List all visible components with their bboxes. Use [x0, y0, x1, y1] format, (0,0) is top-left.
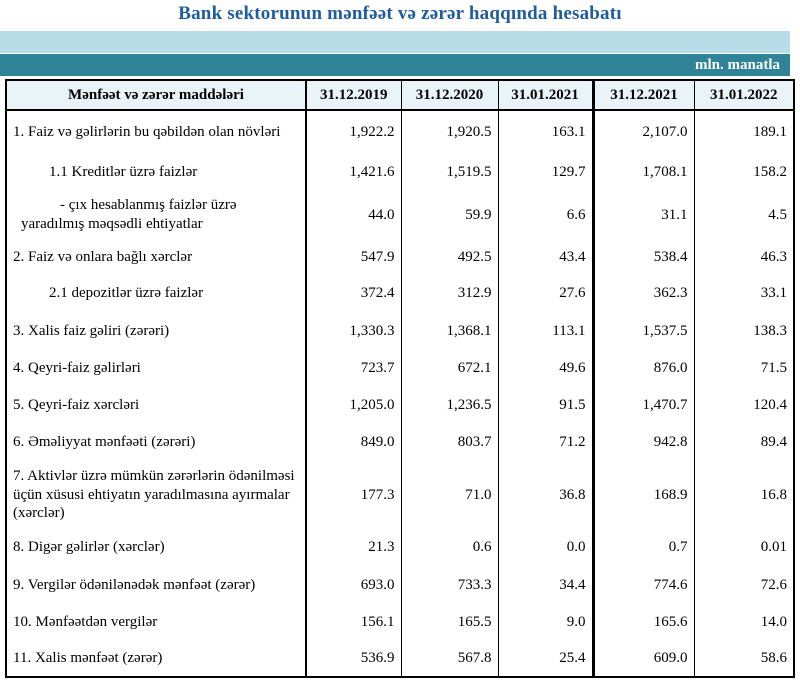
- column-header-date-4: 31.12.2021: [593, 80, 694, 110]
- cell-value: 0.6: [401, 529, 498, 566]
- column-header-items: Mənfəət və zərər maddələri: [6, 80, 306, 110]
- cell-value: 158.2: [694, 154, 794, 191]
- row-label: 11. Xalis mənfəət (zərər): [13, 650, 163, 667]
- cell-value: 59.9: [401, 191, 498, 239]
- cell-value: 536.9: [306, 641, 401, 677]
- cell-value: 567.8: [401, 641, 498, 677]
- table-row: [6, 312, 794, 350]
- table-header-row: [6, 80, 794, 110]
- cell-value: 33.1: [694, 275, 794, 312]
- cell-value: 165.6: [593, 604, 694, 641]
- table-body: [6, 110, 794, 677]
- cell-value: 0.7: [593, 529, 694, 566]
- row-label: - çıx hesablanmış faizlər üzrə yaradılmış məqsədli ehtiyatlar: [21, 197, 237, 232]
- table-row: [6, 604, 794, 641]
- cell-value: 163.1: [498, 110, 593, 154]
- cell-value: 2,107.0: [593, 110, 694, 154]
- cell-value: 609.0: [593, 641, 694, 677]
- cell-value: 4.5: [694, 191, 794, 239]
- cell-value: 849.0: [306, 424, 401, 461]
- row-label: 3. Xalis faiz gəliri (zərəri): [13, 322, 170, 339]
- table-row: [6, 529, 794, 566]
- row-label: 4. Qeyri-faiz gəlirləri: [13, 360, 141, 377]
- table-row: [6, 566, 794, 604]
- column-header-date-5: 31.01.2022: [694, 80, 794, 110]
- table-row: [6, 239, 794, 275]
- unit-label: mln. manatla: [694, 57, 780, 73]
- cell-value: 1,470.7: [593, 387, 694, 424]
- cell-value: 0.01: [694, 529, 794, 566]
- table-row: [6, 110, 794, 154]
- cell-value: 189.1: [694, 110, 794, 154]
- row-label: 1. Faiz və gəlirlərin bu qəbildən olan növləri: [13, 124, 281, 141]
- cell-value: 733.3: [401, 566, 498, 604]
- cell-value: 803.7: [401, 424, 498, 461]
- row-label: 8. Digər gəlirlər (xərclər): [13, 539, 165, 556]
- cell-value: 34.4: [498, 566, 593, 604]
- cell-value: 774.6: [593, 566, 694, 604]
- row-label: 7. Aktivlər üzrə mümkün zərərlərin ödənilməsi üçün xüsusi ehtiyatın yaradılmasına ayırmalar (xərclər): [13, 467, 295, 522]
- cell-value: 72.6: [694, 566, 794, 604]
- table-row: [6, 191, 794, 239]
- cell-value: 6.6: [498, 191, 593, 239]
- cell-value: 1,330.3: [306, 312, 401, 350]
- cell-value: 1,708.1: [593, 154, 694, 191]
- table-row: [6, 275, 794, 312]
- row-label: 2.1 depozitlər üzrə faizlər: [49, 285, 204, 302]
- cell-value: 1,368.1: [401, 312, 498, 350]
- cell-value: 177.3: [306, 461, 401, 529]
- table-row: [6, 350, 794, 387]
- table-row: [6, 641, 794, 677]
- cell-value: 71.2: [498, 424, 593, 461]
- report-page: [0, 3, 800, 678]
- table-row: [6, 461, 794, 529]
- cell-value: 138.3: [694, 312, 794, 350]
- cell-value: 44.0: [306, 191, 401, 239]
- cell-value: 14.0: [694, 604, 794, 641]
- cell-value: 89.4: [694, 424, 794, 461]
- cell-value: 71.0: [401, 461, 498, 529]
- cell-value: 942.8: [593, 424, 694, 461]
- cell-value: 693.0: [306, 566, 401, 604]
- cell-value: 25.4: [498, 641, 593, 677]
- cell-value: 672.1: [401, 350, 498, 387]
- cell-value: 16.8: [694, 461, 794, 529]
- cell-value: 43.4: [498, 239, 593, 275]
- row-label: 5. Qeyri-faiz xərcləri: [13, 397, 140, 414]
- cell-value: 58.6: [694, 641, 794, 677]
- table-row: [6, 154, 794, 191]
- unit-band: [0, 54, 790, 76]
- cell-value: 9.0: [498, 604, 593, 641]
- row-label: 2. Faiz və onlara bağlı xərclər: [13, 248, 193, 265]
- column-header-date-3: 31.01.2021: [498, 80, 593, 110]
- cell-value: 312.9: [401, 275, 498, 312]
- column-header-date-2: 31.12.2020: [401, 80, 498, 110]
- row-label: 9. Vergilər ödənilənədək mənfəət (zərər): [13, 576, 256, 593]
- cell-value: 538.4: [593, 239, 694, 275]
- cell-value: 21.3: [306, 529, 401, 566]
- cell-value: 362.3: [593, 275, 694, 312]
- cell-value: 91.5: [498, 387, 593, 424]
- row-label: 6. Əməliyyat mənfəəti (zərəri): [13, 434, 196, 451]
- cell-value: 156.1: [306, 604, 401, 641]
- cell-value: 27.6: [498, 275, 593, 312]
- table-row: [6, 424, 794, 461]
- cell-value: 1,205.0: [306, 387, 401, 424]
- cell-value: 492.5: [401, 239, 498, 275]
- cell-value: 1,920.5: [401, 110, 498, 154]
- cell-value: 876.0: [593, 350, 694, 387]
- page-title: Bank sektorunun mənfəət və zərər haqqında hesabatı: [178, 3, 622, 24]
- cell-value: 71.5: [694, 350, 794, 387]
- cell-value: 31.1: [593, 191, 694, 239]
- cell-value: 1,421.6: [306, 154, 401, 191]
- row-label: 1.1 Kreditlər üzrə faizlər: [49, 164, 198, 181]
- cell-value: 1,519.5: [401, 154, 498, 191]
- cell-value: 547.9: [306, 239, 401, 275]
- cell-value: 46.3: [694, 239, 794, 275]
- cell-value: 0.0: [498, 529, 593, 566]
- cell-value: 113.1: [498, 312, 593, 350]
- cell-value: 49.6: [498, 350, 593, 387]
- row-label: 10. Mənfəətdən vergilər: [13, 614, 158, 631]
- cell-value: 1,537.5: [593, 312, 694, 350]
- table-row: [6, 387, 794, 424]
- cell-value: 1,236.5: [401, 387, 498, 424]
- cell-value: 1,922.2: [306, 110, 401, 154]
- column-header-date-1: 31.12.2019: [306, 80, 401, 110]
- cell-value: 120.4: [694, 387, 794, 424]
- cell-value: 165.5: [401, 604, 498, 641]
- decorative-band-light: [0, 31, 790, 53]
- cell-value: 372.4: [306, 275, 401, 312]
- cell-value: 129.7: [498, 154, 593, 191]
- cell-value: 723.7: [306, 350, 401, 387]
- profit-loss-table: [5, 79, 795, 678]
- cell-value: 168.9: [593, 461, 694, 529]
- cell-value: 36.8: [498, 461, 593, 529]
